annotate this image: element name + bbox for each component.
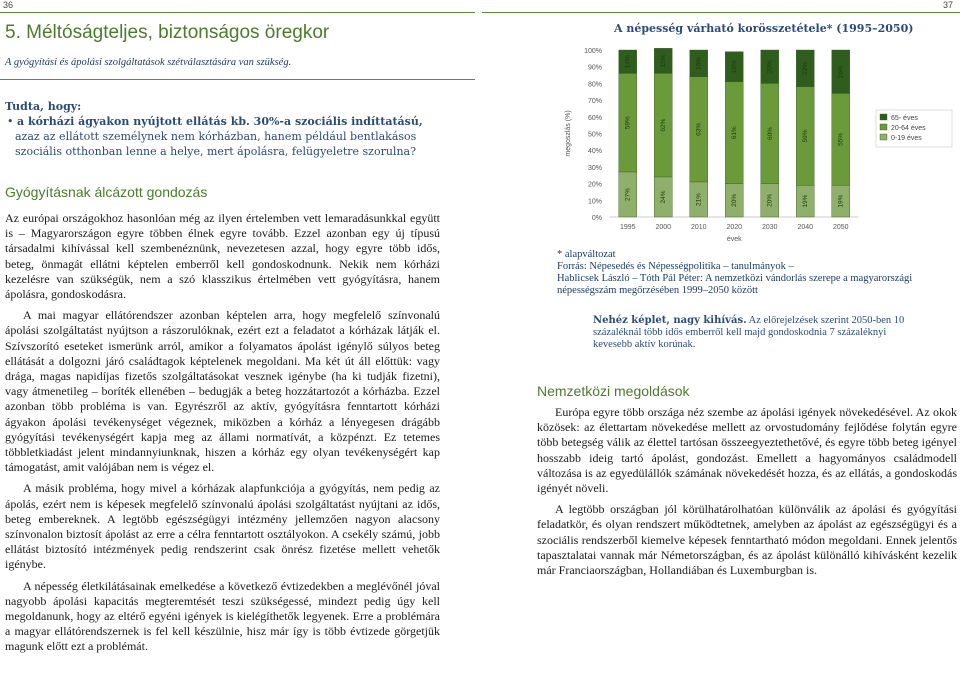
bar-value-label: 19% [802,194,810,208]
x-tick-label: 1995 [619,224,636,231]
bar-value-label: 27% [624,187,632,201]
y-tick-label: 0% [591,215,602,222]
y-tick-label: 20% [587,181,602,189]
bar-value-label: 16% [695,56,703,70]
chart-title: A népesség várható korösszetétele* (1995–2050) [614,22,914,35]
legend-swatch [880,134,887,140]
bar-value-label: 20% [766,193,774,207]
y-tick-label: 30% [587,164,602,172]
legend-swatch [880,114,887,120]
page-title: 5. Méltóságteljes, biztonságos öregkor [5,22,330,43]
bar-value-label: 14% [624,55,632,69]
y-tick-label: 90% [587,64,602,72]
bar-value-label: 22% [802,61,810,75]
bar-value-label: 15% [660,54,668,68]
chart-footnote [557,249,957,297]
x-tick-label: 2010 [690,224,707,231]
bar-value-label: 24% [660,190,668,204]
legend-label: 65- éves [891,115,918,122]
top-rule-right [482,12,960,13]
y-tick-label: 40% [587,148,602,156]
x-tick-label: 2020 [726,224,743,231]
bar-value-label: 26% [837,65,845,79]
y-tick-label: 10% [587,198,602,206]
legend-label: 20-64 éves [891,125,926,132]
x-tick-label: 2030 [761,224,778,231]
paragraph: Európa egyre több országa néz szembe az ápolási igények növekedésével. Az okok közösek: az élettartam növekedése mellett az orvostudomány fejlődése folytán egyre több betegség válik az élettel tartósan összeegyeztethetővé, és egyre több beteg igényel hosszabb ideig tartó ápolást, gondozást. Emellett a hagyományos családmodell változása is az egyedülállók számának növekedését hozza, és az ellátás, a gondoskodás igényét növeli. [537,405,957,496]
did-you-know-rest: azaz az ellátott személynek nem kórházban, hanem például bentlakásos szociális otthonban lenne a helye, mert ápolásra, felügyeletre szorulna? [15,130,417,158]
bar-value-label: 20% [731,193,739,207]
x-axis-title: évek [726,236,742,243]
legend-label: 0-19 éves [891,135,922,142]
page-number-right: 37 [943,0,954,10]
chart-caption [593,315,928,351]
section-heading-disguised-care: Gyógyításnak álcázott gondozás [5,184,208,200]
subtitle-rule [0,79,475,80]
paragraph: Az európai országokhoz hasonlóan még az ilyen értelemben vett lemaradásunkkal együtt is – Magyarországon egyre többen élnek egyre tovább. Ezzel azonban egy új típusú társadalmi kihívással kell szembenéznünk, nevezetesen azzal, hogy egyre több idős, beteg, önmagát ellátni képtelen emberről kell gondoskodnunk. Nekik nem kórházi kezelésre van szükségük, nem a szó klasszikus értelmében vett gyógyításra, hanem ápolásra, gondoskodásra. [5,211,440,302]
population-chart [548,44,958,244]
bar-value-label: 59% [624,116,632,130]
footnote-variant: * alapváltozat [557,249,616,260]
paragraph: A másik probléma, hogy mivel a kórházak alapfunkciója a gyógyítás, nem pedig az ápolás, ezért nem is képesek megfelelő színvonalú ápolási szolgáltatást nyújtani az idős, beteg embereknek. A legtöbb egészségügyi intézmény jellemzően nagyon alacsony színvonalon biztosít ápolást az erre a célra fenntartott osztályokon. A csekély számú, jobb ellátást biztosító intézmények pedig rendszerint csak önrész fizetése mellett vehetők igénybe. [5,481,440,572]
page-number-left: 36 [3,0,14,10]
bar-value-label: 19% [837,194,845,208]
paragraph: A legtöbb országban jól körülhatárolhatóan különválik az ápolási és gyógyítási feladatkör, és olyan rendszert működtetnek, amelyben az ápolást az egészségügyi és a szociális rendszerből kiemelve képesek fenntartható módon megoldani. Ennek jelentős tapasztalatai vannak már Németországban, és az ápolást különálló kihívásként kezelik már Franciaországban, Hollandiában és Luxemburgban is. [537,502,957,578]
bar-value-label: 21% [695,192,703,206]
page-subtitle: A gyógyítási és ápolási szolgáltatások szétválasztására van szükség. [5,57,292,68]
bar-value-label: 61% [731,126,739,140]
y-tick-label: 80% [587,81,602,89]
y-tick-label: 60% [587,114,602,122]
section-heading-international: Nemzetközi megoldások [537,383,690,399]
legend-swatch [880,124,887,130]
caption-text: Az előrejelzések szerint 2050-ben 10 százaléknál több idős emberről kell majd gondoskodnia 7 százaléknyi kevesebb aktív korúnak. [593,315,905,350]
caption-bold: Nehéz képlet, nagy kihívás. [593,315,747,326]
did-you-know-bullet: • a kórházi ágyakon nyújtott ellátás kb. 30%-a szociális indíttatású, azaz az ellátott személynek nem kórházban, hanem például bentlakásos szociális otthonban lenne a helye, mert ápolásra, felügyeletre szorulna? [7,115,423,158]
bar-value-label: 62% [660,118,668,132]
bar-value-label: 55% [837,132,845,146]
did-you-know-box [5,99,445,159]
y-axis-title: megoszlás (%) [565,110,572,157]
x-tick-label: 2000 [655,224,672,231]
y-tick-label: 100% [584,48,602,55]
did-you-know-lead: a kórházi ágyakon nyújtott ellátás kb. 30%-a szociális indíttatású, [17,115,423,128]
left-body-text [5,211,440,661]
right-body-text [537,405,957,584]
y-tick-label: 70% [587,98,602,106]
footnote-source: Forrás: Népesedés és Népességpolitika – tanulmányok – [557,261,794,272]
footnote-authors: Hablicsek László – Tóth Pál Péter: A nemzetközi vándorlás szerepe a magyarországi népességszám megőrzésében 1999–2050 között [557,273,913,296]
bar-value-label: 18% [731,60,739,74]
paragraph: A mai magyar ellátórendszer azonban képtelen arra, hogy megfelelő színvonalú ápolási szolgáltatást nyújtson a rászorulóknak, ezért ezt a feladatot a kórházak látják el. Szívszorító eseteket ismerünk arról, amikor a folyamatos ápolást igénylő súlyos beteg ellátását a dolgozni járó családtagok képtelenek megoldani. Ma két út áll előttük: vagy drága, magas napidíjas fizetős szolgáltatásokat vesznek igénybe (ha ki tudják fizetni), vagy átmenetileg – boríték ellenében – bedugják a beteg hozzátartozót a kórházba. Ezzel azonban több probléma is van. Egyrészről az aktív, gyógyításra fenntartott kórházi ágyakon ápolási tevékenységet végeznek, miközben a kórház a lényegesen drágább gyógyítási tevékenységért kapja meg az állami normatívát, a közpénzt. Ez tetemes többletkiadást jelent mindannyiunknak, hiszen a kórház egy olyan tevékenységért kap támogatást, amit valójában nem is végez el. [5,308,440,475]
top-rule-left [0,12,475,13]
bar-value-label: 59% [802,129,810,143]
x-tick-label: 2040 [797,224,814,231]
bar-value-label: 63% [695,122,703,136]
bar-value-label: 60% [766,126,774,141]
paragraph: A népesség életkilátásainak emelkedése a következő évtizedekben a meglévőnél jóval nagyobb ápolási kapacitás megteremtését teszi szükségessé, mindezt pedig úgy kell megoldanunk, hogy az eltérő egyéni igények is kielégíthetők legyenek. Erre a problémára a magyar ellátórendszernek is fel kell készülnie, hisz már így is több évtizede görgetjük magunk előtt ezt a problémát. [5,578,440,654]
y-tick-label: 50% [587,131,602,139]
x-tick-label: 2050 [832,224,849,231]
bar-value-label: 20% [766,60,774,74]
did-you-know-heading: Tudta, hogy: [5,100,82,113]
